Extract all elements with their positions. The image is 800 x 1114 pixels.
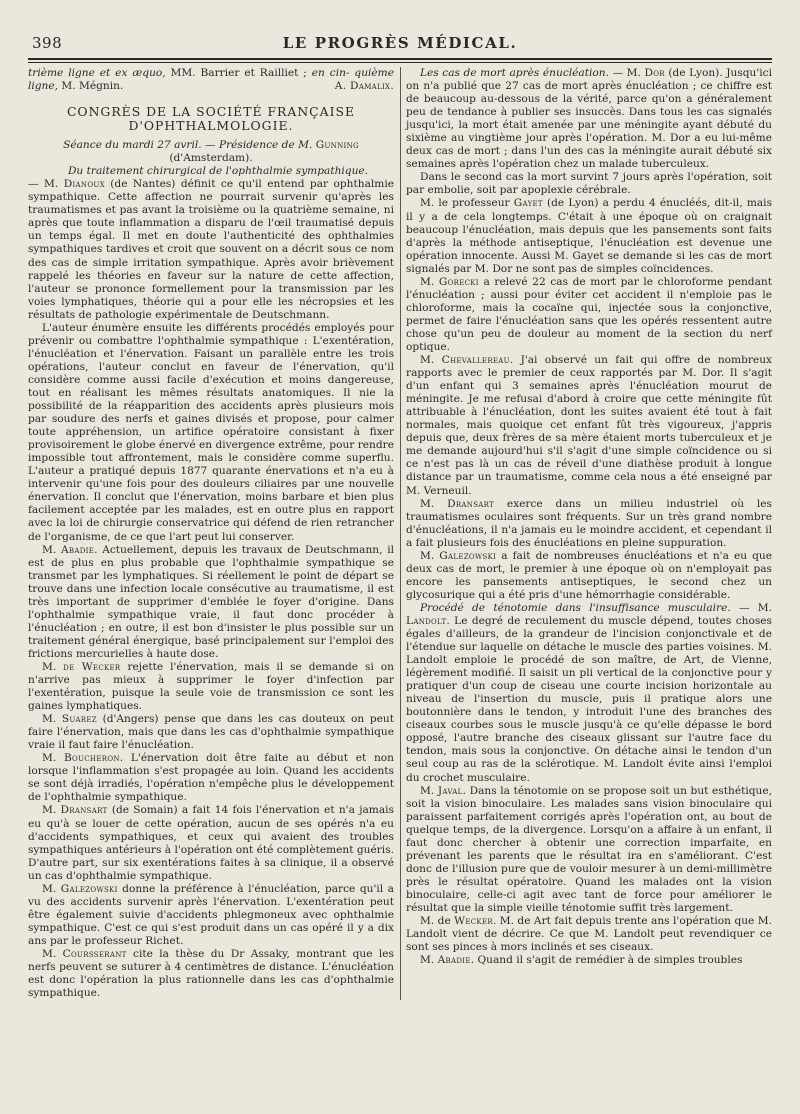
section-title: Les cas de mort après énucléation. — [420, 67, 609, 79]
congress-heading: CONGRÈS DE LA SOCIÉTÉ FRANÇAISE D'OPHTHALMOLOGIE. — [66, 104, 356, 134]
paragraph-abadie: M. Abadie. Actuellement, depuis les travaux de Deutschmann, il est de plus en plus probable que l'ophthalmie sympathique se transmet par les lymphatiques. Si réellement le point de départ se trouve dans une infection locale consécutive au traumatisme, il est très important de supprimer d'emblée le foyer d'origine. Dans l'ophthalmie sympathique vraie, il faut donc procéder à l'énucléation ; en outre, il est bon d'insister le plus possible sur un traitement général énergique, basé principalement sur l'emploi des frictions mercurielles à haute dose. — [28, 543, 394, 660]
speaker-name: Galezowski — [60, 882, 118, 895]
paragraph-galezowski: M. Galezowski donne la préférence à l'énucléation, parce qu'il a vu des accidents survenir après l'énervation. L'exentération peut être également suivie d'accidents phlegmoneux avec ophthalmie sympathique. C'est ce qui s'est produit dans un cas opéré il y a dix ans par le professeur Richet. — [28, 882, 394, 947]
speaker-name: Boucheron — [63, 752, 120, 765]
speaker-name: Gorecki — [438, 275, 479, 288]
paragraph-boucheron: M. Boucheron. L'énervation doit être faite au début et non lorsque l'inflammation s'est propagée au loin. Quand les accidents se sont déjà irradiés, l'opération n'empêche plus le développement de l'ophthalmie sympathique. — [28, 752, 394, 804]
two-column-body — [28, 67, 772, 1000]
speaker-name: Abadie — [437, 954, 471, 967]
paragraph-de-wecker: M. de Wecker rejette l'énervation, mais il se demande si on n'arrive pas mieux à supprimer le foyer d'infection par l'exentération, puisque la seule voie de transmission ce sont les gaines lymphatiques. — [28, 660, 394, 713]
running-title: LE PROGRÈS MÉDICAL. — [282, 34, 518, 52]
paragraph-coursserant: M. Coursserant cite la thèse du Dr Assaky, montrant que les nerfs peuvent se suturer à 4 centimètres de distance. L'énucléation est donc l'opération la plus rationnelle dans les cas d'ophthalmie sympathique. — [28, 948, 394, 1000]
session-line: Séance du mardi 27 avril. — Présidence de M. Gunning (d'Amsterdam). — [63, 139, 359, 165]
left-column — [28, 67, 394, 1000]
speaker-name: Landolt — [406, 614, 447, 627]
header-rule — [28, 58, 772, 63]
speaker-name: Wecker — [454, 915, 493, 928]
paragraph-landolt: Procédé de ténotomie dans l'insuffisance musculaire. — M. Landolt. Le degré de reculement du muscle dépend, toutes choses égales d'ailleurs, de la grandeur de l'incision conjonctivale et de l'étendue sur laquelle on détache le muscle des parties voisines. M. Landolt emploie le procédé de son maître, de Art, de Vienne, légèrement modifié. Il saisit un pli vertical de la conjonctive pour y pratiquer d'un coup de ciseau une courte incision horizontale au niveau de l'insertion du muscle, puis il pratique alors une boutonnière dans le tendon, y introduit l'une des branches des ciseaux courbes sous le muscle jusqu'à ce qu'elle dépasse le bord opposé, l'autre branche des ciseaux glissant sur l'autre face du tendon, mais sous la conjonctive. On détache ainsi le tendon d'un seul coup au ras de la sclérotique. M. Landolt évite ainsi l'emploi du crochet musculaire. — [406, 601, 772, 784]
paragraph-dianoux: — M. Dianoux (de Nantes) définit ce qu'il entend par ophthalmie sympathique. Cette affection ne pourrait survenir qu'après les traumatismes et pas avant la troisième ou la quatrième semaine, ni après que toute inflammation a disparu de l'œil traumatisé depuis un temps égal. Il met en doute l'authenticité des ophthalmies sympathiques tardives et croit que souvent on a décrit sous ce nom des cas de simple irritation sympathique. Après avoir brièvement rappelé les théories en faveur sur la nature de cette affection, l'auteur se prononce formellement pour la transmission par les voies lymphatiques, théorie qui a pour elle les nécropsies et les résultats de pathologie expérimentale de Deutschmann. — [28, 178, 394, 321]
topic-title: Du traitement chirurgical de l'ophthalmie sympathique. — [67, 165, 369, 178]
speaker-name: Dransart — [447, 497, 495, 510]
intro-paragraph: trième ligne et ex æquo, MM. Barrier et Railliet ; en cin- quième ligne, M. Mégnin. A. Damalix. — [28, 67, 394, 93]
speaker-name: Galezowski — [439, 549, 497, 562]
paragraph-enumeration: L'auteur énumère ensuite les différents procédés employés pour prévenir ou combattre l'ophthalmie sympathique : L'exentération, l'énucléation et l'énervation. Faisant un parallèle entre les trois opérations, l'auteur conclut en faveur de l'énervation, qu'il considère comme aussi facile d'exécution et moins dangereuse, tout en réalisant les mêmes résultats anatomiques. Il nie la possibilité de la réapparition des accidents après plusieurs mois par soudure des nerfs et gaines divisés et propose, pour calmer toute appréhension, un artifice opératoire consistant à fixer provisoirement le globe énervé en divergence extrême, pour rendre impossible tout affrontement, mais le considère comme superflu. L'auteur a pratiqué depuis 1877 quarante énervations et n'a eu à intervenir qu'une fois pour des douleurs ciliaires par une nouvelle énervation. Il conclut que l'énervation, moins barbare et bien plus facilement acceptée par les malades, est en outre plus en rapport avec la loi de chirurgie conservatrice qui défend de rien retrancher de l'organisme, de ce que l'art peut lui conserver. — [28, 321, 394, 543]
speaker-name: Javal — [437, 784, 463, 797]
paragraph-galezowski-right: M. Galezowski a fait de nombreuses énucléations et n'a eu que deux cas de mort, le premier à une époque où on n'employait pas encore les pansements antiseptiques, le second chez un glycosurique qui a été pris d'une hémorrhagie considérable. — [406, 549, 773, 601]
speaker-name: Suarez — [61, 713, 97, 726]
speaker-name: Gayet — [513, 197, 543, 210]
speaker-name: Chevallereau — [441, 354, 510, 367]
page-header — [28, 34, 772, 54]
paragraph-second-case: Dans le second cas la mort survint 7 jours après l'opération, soit par embolie, soit par apoplexie cérébrale. — [406, 171, 772, 197]
speaker-name: Dor — [644, 67, 665, 79]
speaker-name: Dransart — [60, 804, 108, 817]
paragraph-wecker: M. de Wecker. M. de Art fait depuis trente ans l'opération que M. Landolt vient de décrire. Ce que M. Landolt peut revendiquer ce sont ses pinces à mors inclinés et ses ciseaux. — [406, 915, 772, 954]
speaker-name: Coursserant — [62, 948, 127, 960]
page-number: 398 — [32, 34, 63, 52]
paragraph-suarez: M. Suarez (d'Angers) pense que dans les cas douteux on peut faire l'énervation, mais que dans les cas d'ophthalmie sympathique vraie il faut faire l'énucléation. — [28, 713, 394, 752]
paragraph-dransart-right: M. Dransart exerce dans un milieu industriel où les traumatismes oculaires sont fréquents. Sur un très grand nombre d'énucléations, il n'a jamais eu le moindre accident, et cependant il a fait plusieurs fois des énucléations en pleine suppuration. — [406, 497, 772, 549]
speaker-name: Dianoux — [63, 178, 105, 191]
speaker-name: de Wecker — [63, 660, 121, 673]
paragraph-chevallereau: M. Chevallereau. J'ai observé un fait qui offre de nombreux rapports avec le premier de ceux rapportés par M. Dor. Il s'agit d'un enfant qui 3 semaines après l'énucléation mourut de méningite. Je me refusai d'abord à croire que cette méningite fût attribuable à l'énucléation, dont les suites avaient été tout à fait normales, mais quoique cet enfant fût très vigoureux, j'appris depuis que, deux frères de sa mère étaient morts tuberculeux et je me demande aujourd'hui s'il s'agit d'une simple coïncidence ou si ce n'est pas là un cas de réveil d'une diathèse produit à longue distance par un traumatisme, comme cela nous a été enseigné par M. Verneuil. — [406, 354, 772, 497]
section-title: Procédé de ténotomie dans l'insuffisance musculaire. — [420, 601, 731, 614]
author-signature: A. Damalix. — [334, 80, 394, 93]
paragraph-javal: M. Javal. Dans la ténotomie on se propose soit un but esthétique, soit la vision binoculaire. Les malades sans vision binoculaire qui paraissent parfaitement corrigés après l'opération ont, au bout de quelque temps, de la divergence. Lorsqu'on a affaire à un enfant, il faut donc chercher à obtenir une correction imparfaite, en prévenant les parents que le résultat ira en s'améliorant. C'est donc de l'illusion pure que de vouloir mesurer à un demi-millimètre près le résultat opératoire. Quand les malades ont la vision binoculaire, celle-ci agit avec tant de force pour améliorer le résultat que la simple vieille ténotomie suffit très largement. — [406, 784, 772, 914]
paragraph-gayet: M. le professeur Gayet (de Lyon) a perdu 4 énucléés, dit-il, mais il y a de cela longtemps. C'était à une époque où on craignait beaucoup l'énucléation, mais depuis que les pansements sont faits d'après la méthode antiseptique, l'énucléation est devenue une opération innocente. Aussi M. Gayet se demande si les cas de mort signalés par M. Dor ne sont pas de simples coïncidences. — [406, 197, 773, 275]
right-column — [406, 67, 772, 1000]
column-divider — [400, 67, 401, 1000]
paragraph-abadie-right: M. Abadie. Quand il s'agit de remédier à de simples troubles — [420, 954, 743, 967]
paragraph-dor: Les cas de mort après énucléation. — M. Dor (de Lyon). Jusqu'ici on n'a publié que 27 cas de mort après énucléation ; ce chiffre est de beaucoup au-dessous de la vérité, parce qu'on a généralement peu de tendance à publier ses insuccès. Dans tous les cas signalés jusqu'ici, la mort était amenée par une méningite ayant débuté du sixième au vingtième jour après l'opération. M. Dor a eu lui-même deux cas de mort ; dans l'un des cas la méningite aurait débuté six semaines après l'opération chez un malade tuberculeux. — [406, 67, 772, 171]
paragraph-dransart: M. Dransart (de Somain) a fait 14 fois l'énervation et n'a jamais eu qu'à se louer de cette opération, aucun de ses opérés n'a eu d'accidents sympathiques, et ceux qui avaient des troubles sympathiques antérieurs à l'opération ont été complètement guéris. D'autre part, sur six exentérations faites à sa clinique, il a observé un cas d'ophthalmie sympathique. — [28, 804, 394, 882]
paragraph-gorecki: M. Gorecki a relevé 22 cas de mort par le chloroforme pendant l'énucléation ; aussi pour éviter cet accident il n'emploie pas le chloroforme, mais la cocaïne qui, injectée sous la conjonctive, permet de faire l'énucléation sans que les opérés ressentent autre chose qu'un peu de douleur au moment de la section du nerf optique. — [406, 275, 772, 353]
speaker-name: Abadie — [60, 543, 95, 556]
